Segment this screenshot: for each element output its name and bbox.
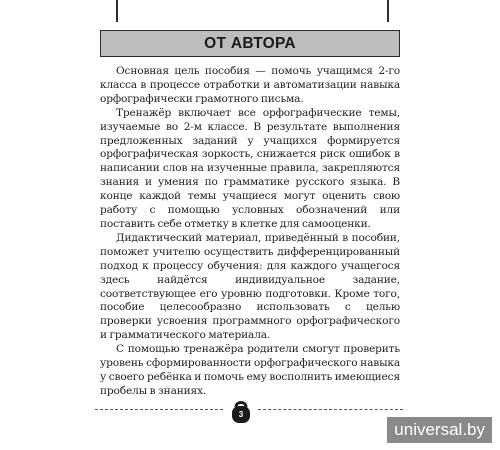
section-title: ОТ АВТОРА (204, 34, 296, 52)
frame-line-left (116, 0, 118, 22)
section-header (100, 30, 400, 57)
footer-divider-right (258, 409, 403, 410)
watermark-text: universal.by (394, 420, 485, 439)
footer-divider-left (95, 409, 223, 410)
watermark (387, 417, 492, 443)
paragraph-1: Основная цель пособия — помочь учащимся 2-го класса в процессе отработки и автоматизации навыка орфографически грамотного письма. (100, 65, 400, 105)
paragraph-3: Дидактический материал, приведённый в пособии, поможет учителю осуществить дифференцированный подход к процессу обучения: для каждого учащегося здесь найдётся индивидуальное задание, соответствующее его уровню подготовки. Кроме того, пособие целесообразно использовать с целью проверки усвоения программного орфографического и грамматического материала. (100, 231, 400, 342)
body-text (100, 65, 400, 399)
frame-line-right (387, 0, 389, 22)
paragraph-2: Тренажёр включает все орфографические темы, изучаемые во 2-м классе. В результате выполнения предложенных заданий у учащихся формируется орфографическая зоркость, снижается риск ошибок в написании слов на изученные правила, закрепляются знания и умения по грамматике русского языка. В конце каждой темы учащиеся могут оценить свою работу с помощью условных обозначений или поставить себе отметку в клетке для самооценки. (100, 106, 400, 230)
paragraph-4: С помощью тренажёра родители смогут проверить уровень сформированности орфографического навыка у своего ребёнка и помочь ему восполнить имеющиеся пробелы в знаниях. (100, 343, 400, 397)
page-number: 3 (238, 410, 244, 419)
